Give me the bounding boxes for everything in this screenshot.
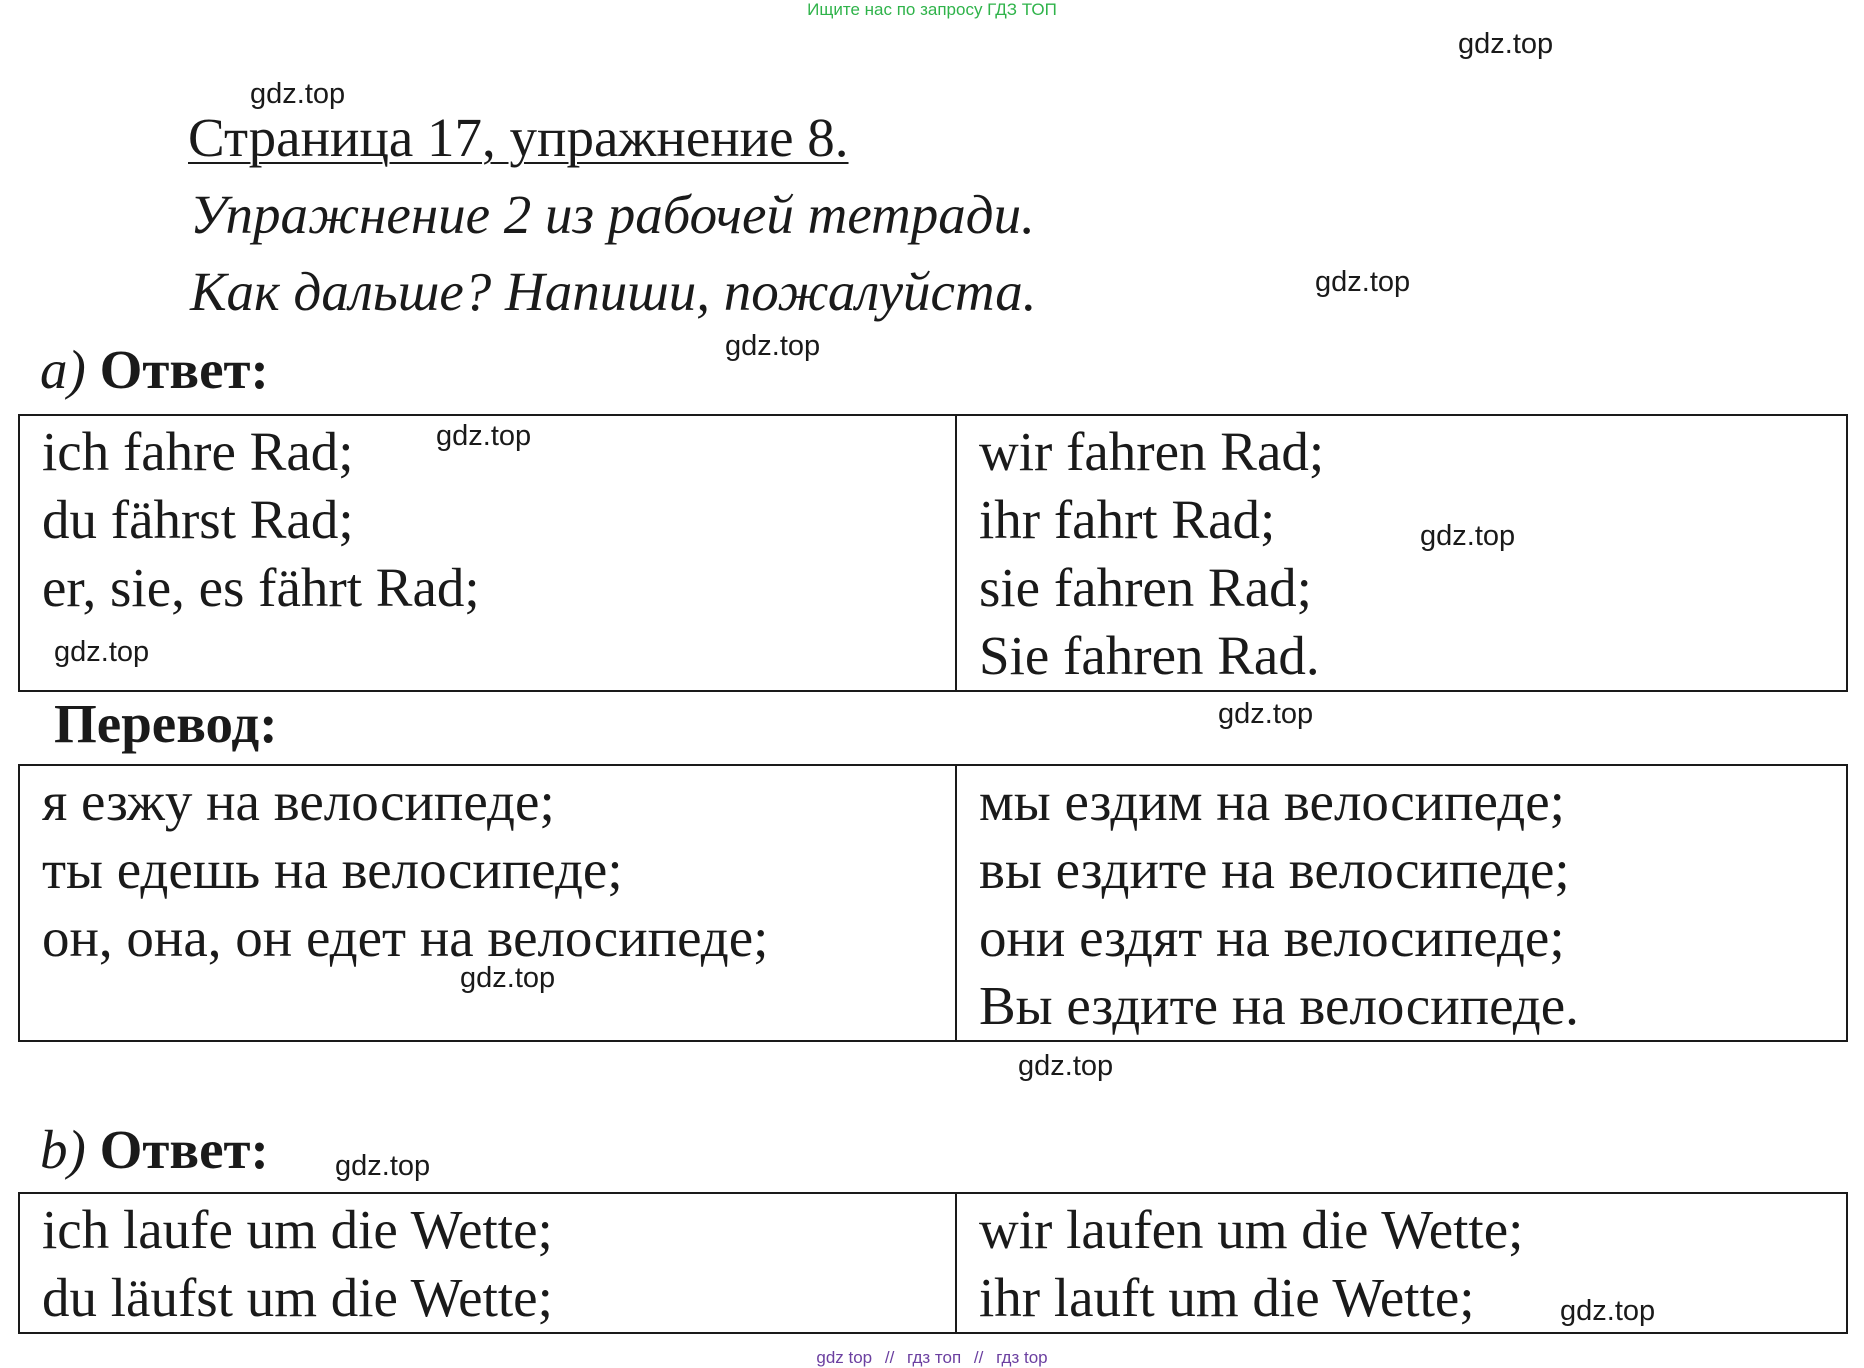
translation-table [18, 764, 1848, 1042]
translation-line: ты едешь на велосипеде; [42, 839, 623, 900]
answer-b-line: ihr lauft um die Wette; [979, 1267, 1475, 1328]
footer-link[interactable]: гдз top [996, 1348, 1048, 1367]
footer-separator: // [884, 1348, 895, 1367]
translation-line: я езжу на велосипеде; [42, 771, 555, 832]
answer-a-line: wir fahren Rad; [979, 421, 1325, 482]
footer-link[interactable]: гдз топ [907, 1348, 962, 1367]
footer-links [0, 1348, 1864, 1368]
watermark: gdz.top [1218, 698, 1314, 730]
watermark: gdz.top [460, 962, 556, 994]
translation-line: Вы ездите на велосипеде. [979, 975, 1579, 1036]
answer-b-line: wir laufen um die Wette; [979, 1199, 1524, 1260]
page-title: Страница 17, упражнение 8. [188, 107, 849, 168]
watermark: gdz.top [1018, 1050, 1114, 1082]
search-banner: Ищите нас по запросу ГДЗ ТОП [807, 0, 1057, 19]
answer-a-line: er, sie, es fährt Rad; [42, 557, 480, 618]
exercise-subtitle: Упражнение 2 из рабочей тетради. [190, 184, 1035, 245]
answer-b-plural [956, 1193, 1847, 1333]
translation-line: вы ездите на велосипеде; [979, 839, 1570, 900]
section-b-letter: b) [40, 1119, 86, 1180]
answer-a-line: Sie fahren Rad. [979, 625, 1320, 686]
translation-line: он, она, он едет на велосипеде; [42, 907, 769, 968]
watermark: gdz.top [725, 330, 821, 362]
watermark: gdz.top [436, 420, 532, 452]
watermark: gdz.top [250, 78, 346, 110]
answer-b-singular [19, 1193, 956, 1333]
answer-b-line: ich laufe um die Wette; [42, 1199, 553, 1260]
translation-singular [19, 765, 956, 1041]
watermark: gdz.top [1420, 520, 1516, 552]
answer-b-line: du läufst um die Wette; [42, 1267, 553, 1328]
watermark: gdz.top [335, 1150, 431, 1182]
answer-a-line: ich fahre Rad; [42, 421, 354, 482]
answer-a-line: ihr fahrt Rad; [979, 489, 1276, 550]
section-b-label: Ответ: [99, 1119, 269, 1180]
answer-a-line: sie fahren Rad; [979, 557, 1312, 618]
answer-a-singular [19, 415, 956, 691]
translation-label: Перевод: [54, 693, 278, 754]
section-b-heading [40, 1118, 269, 1181]
answer-table-a [18, 414, 1848, 692]
watermark: gdz.top [1315, 266, 1411, 298]
watermark: gdz.top [54, 636, 150, 668]
task-text: Как дальше? Напиши, пожалуйста. [190, 261, 1037, 322]
answer-a-line: du fährst Rad; [42, 489, 354, 550]
translation-line: они ездят на велосипеде; [979, 907, 1565, 968]
footer-link[interactable]: gdz top [816, 1348, 873, 1367]
translation-line: мы ездим на велосипеде; [979, 771, 1565, 832]
section-a-label: Ответ: [99, 339, 269, 400]
translation-plural [956, 765, 1847, 1041]
footer-separator: // [973, 1348, 984, 1367]
watermark: gdz.top [1560, 1295, 1656, 1327]
section-a-heading [40, 338, 269, 401]
watermark: gdz.top [1458, 28, 1554, 60]
section-a-letter: a) [40, 339, 86, 400]
answer-a-plural [956, 415, 1847, 691]
